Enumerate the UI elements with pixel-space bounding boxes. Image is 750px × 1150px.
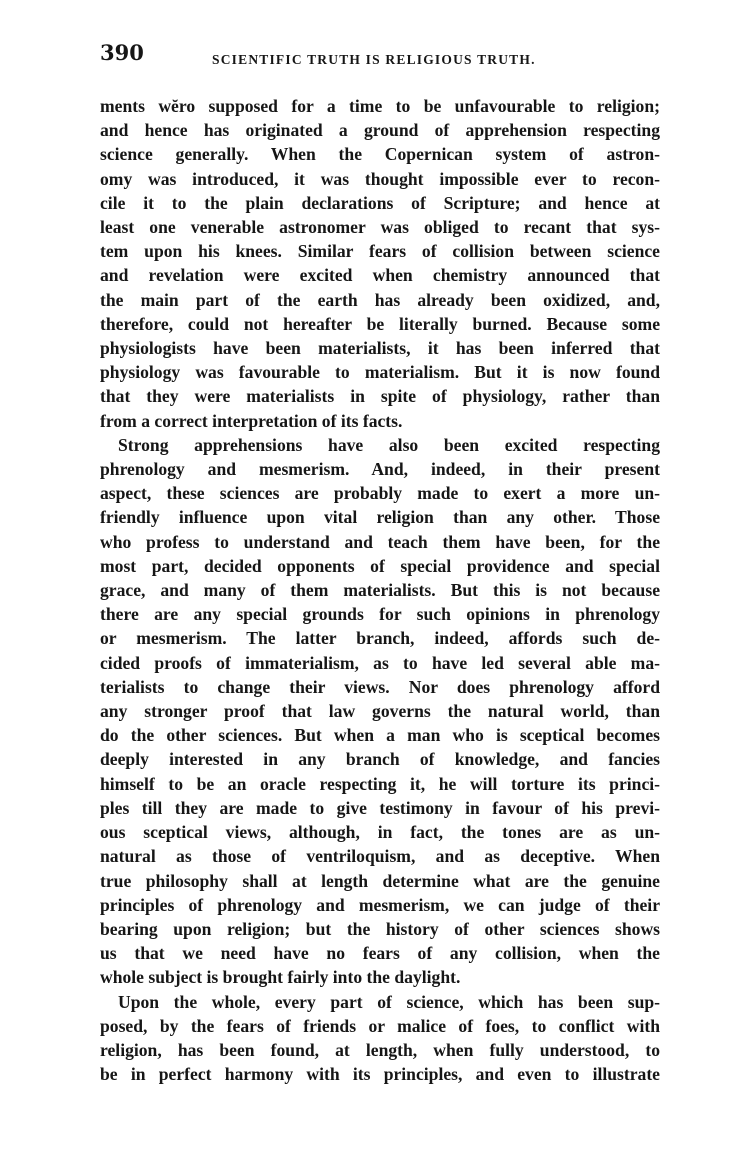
text-line: cile it to the plain declarations of Scripture; and hence at	[100, 192, 660, 213]
text-line: grace, and many of them materialists. But this is not because	[100, 580, 660, 601]
text-line: physiology was favourable to materialism. But it is now found	[100, 362, 660, 383]
text-line: there are any special grounds for such opinions in phrenology	[100, 604, 660, 625]
text-line: whole subject is brought fairly into the daylight.	[100, 967, 461, 988]
text-line: ments wĕro supposed for a time to be unfavourable to religion;	[100, 96, 660, 116]
text-line: and revelation were excited when chemistry announced that	[100, 265, 660, 286]
text-line: principles of phrenology and mesmerism, we can judge of their	[100, 894, 660, 915]
text-line: himself to be an oracle respecting it, he will torture its princi-	[100, 773, 660, 794]
body-text	[100, 94, 660, 1086]
page-number: 390	[100, 40, 144, 65]
text-line: physiologists have been materialists, it has been inferred that	[100, 338, 660, 359]
running-head	[100, 40, 660, 80]
text-line: that they were materialists in spite of physiology, rather than	[100, 386, 660, 407]
text-line: ous sceptical views, although, in fact, the tones are as un-	[100, 822, 660, 843]
running-title: SCIENTIFIC TRUTH IS RELIGIOUS TRUTH.	[212, 52, 536, 67]
text-line: phrenology and mesmerism. And, indeed, in their present	[100, 459, 660, 480]
book-page	[100, 40, 660, 1086]
text-line: omy was introduced, it was thought impossible ever to recon-	[100, 168, 660, 189]
text-line: from a correct interpretation of its facts.	[100, 410, 403, 431]
text-line: the main part of the earth has already been oxidized, and,	[100, 289, 660, 310]
text-line: deeply interested in any branch of knowledge, and fancies	[100, 749, 660, 770]
text-line: and hence has originated a ground of apprehension respecting	[100, 120, 660, 141]
text-line: tem upon his knees. Similar fears of collision between science	[100, 241, 660, 262]
text-line: friendly influence upon vital religion than any other. Those	[100, 507, 660, 528]
text-line: us that we need have no fears of any collision, when the	[100, 943, 660, 964]
text-line: cided proofs of immaterialism, as to have led several able ma-	[100, 652, 660, 673]
text-line: science generally. When the Copernican system of astron-	[100, 144, 660, 165]
text-line: bearing upon religion; but the history of other sciences shows	[100, 918, 660, 939]
text-line: terialists to change their views. Nor does phrenology afford	[100, 676, 660, 697]
text-line: most part, decided opponents of special providence and special	[100, 555, 660, 576]
text-line: ples till they are made to give testimony in favour of his previ-	[100, 797, 660, 818]
text-line: Upon the whole, every part of science, which has been sup-	[118, 991, 660, 1012]
text-line: natural as those of ventriloquism, and as deceptive. When	[100, 846, 660, 867]
text-line: least one venerable astronomer was obliged to recant that sys-	[100, 217, 660, 238]
text-line: true philosophy shall at length determine what are the genuine	[100, 870, 660, 891]
text-line: be in perfect harmony with its principles, and even to illustrate	[100, 1064, 660, 1085]
text-line: do the other sciences. But when a man who is sceptical becomes	[100, 725, 660, 746]
text-line: therefore, could not hereafter be literally burned. Because some	[100, 313, 660, 334]
text-line: or mesmerism. The latter branch, indeed, affords such de-	[100, 628, 660, 649]
text-line: who profess to understand and teach them have been, for the	[100, 531, 660, 552]
text-line: posed, by the fears of friends or malice of foes, to conflict with	[100, 1015, 660, 1036]
text-line: Strong apprehensions have also been excited respecting	[118, 434, 660, 455]
text-line: aspect, these sciences are probably made to exert a more un-	[100, 483, 660, 504]
text-line: religion, has been found, at length, when fully understood, to	[100, 1039, 660, 1060]
text-line: any stronger proof that law governs the natural world, than	[100, 701, 660, 722]
